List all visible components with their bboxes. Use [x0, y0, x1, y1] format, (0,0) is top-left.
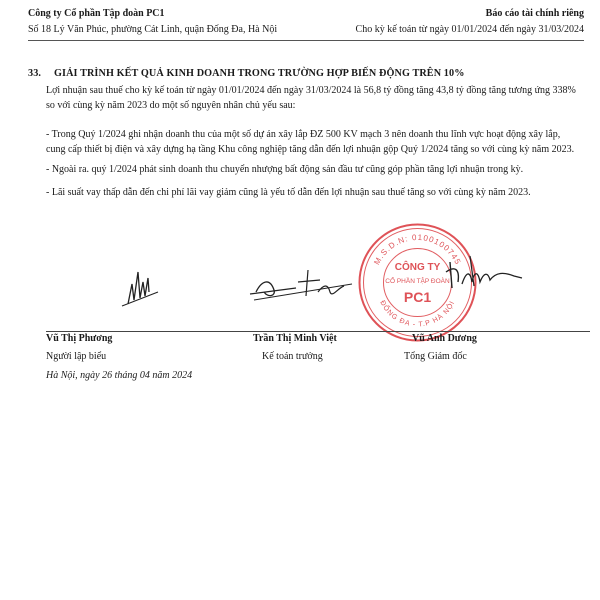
- signature-divider: [46, 331, 590, 332]
- chief-accountant-signature: [248, 262, 358, 307]
- seal-company-name: CỔ PHẦN TẬP ĐOÀN: [385, 278, 450, 285]
- director-role: Tổng Giám đốc: [404, 351, 467, 362]
- seal-location: ĐỐNG ĐA - T.P HÀ NỘI: [378, 299, 457, 329]
- preparer-signature: [118, 262, 168, 310]
- bullet-item: - Trong Quý 1/2024 ghi nhận doanh thu của một số dự án xây lắp ĐZ 500 KV mạch 3 nên doanh thu lĩnh vực hoạt động xây lắp, cung cấp thiết bị điện và xây dựng hạ tầng Khu công nghiệp tăng dẫn đến lợi nhuận gộp Quý 1/2024 tăng so với cùng kỳ năm 2023.: [46, 129, 575, 155]
- header-divider: [28, 40, 584, 41]
- company-address: Số 18 Lý Văn Phúc, phường Cát Linh, quận Đống Đa, Hà Nội: [28, 24, 278, 35]
- chief-accountant-role: Kế toán trưởng: [262, 351, 323, 362]
- seal-brand: PC1: [403, 289, 432, 305]
- bullet-item: - Lãi suất vay thấp dẫn đến chi phí lãi vay giảm cũng là yếu tố dẫn đến lợi nhuận sau thuế tăng so với cùng kỳ năm 2023.: [46, 187, 531, 198]
- signing-date: Hà Nội, ngày 26 tháng 04 năm 2024: [46, 370, 193, 381]
- seal-tax-code: M.S.D.N: 0100100745: [372, 232, 463, 267]
- company-name: Công ty Cổ phần Tập đoàn PC1: [28, 8, 165, 19]
- director-signature: [430, 242, 530, 302]
- preparer-name: Vũ Thị Phương: [46, 333, 113, 344]
- section-number: 33.: [28, 68, 42, 79]
- report-period: Cho kỳ kế toán từ ngày 01/01/2024 đến ngày 31/03/2024: [355, 24, 584, 35]
- preparer-role: Người lập biểu: [46, 351, 107, 362]
- header-right: [356, 6, 584, 38]
- intro-paragraph: Lợi nhuận sau thuế cho kỳ kế toán từ ngày 01/01/2024 đến ngày 31/03/2024 là 56,8 tỷ đồng tăng 43,8 tỷ đồng tăng tương ứng 338% so với cùng kỳ năm 2023 do một số nguyên nhân chủ yếu sau:: [46, 85, 576, 111]
- section-title: [28, 68, 464, 79]
- director-name: Vũ Anh Dương: [412, 333, 477, 344]
- bullet-item: - Ngoài ra. quý 1/2024 phát sinh doanh thu chuyển nhượng bất động sản đầu tư cũng góp phần tăng lợi nhuận trong kỳ.: [46, 164, 524, 175]
- seal-company-type: CÔNG TY: [394, 262, 441, 273]
- header-left: [28, 6, 277, 38]
- chief-accountant-name: Trần Thị Minh Việt: [253, 333, 337, 344]
- section-title-text: GIẢI TRÌNH KẾT QUẢ KINH DOANH TRONG TRƯỜNG HỢP BIẾN ĐỘNG TRÊN 10%: [54, 68, 465, 79]
- report-title: Báo cáo tài chính riêng: [485, 8, 584, 19]
